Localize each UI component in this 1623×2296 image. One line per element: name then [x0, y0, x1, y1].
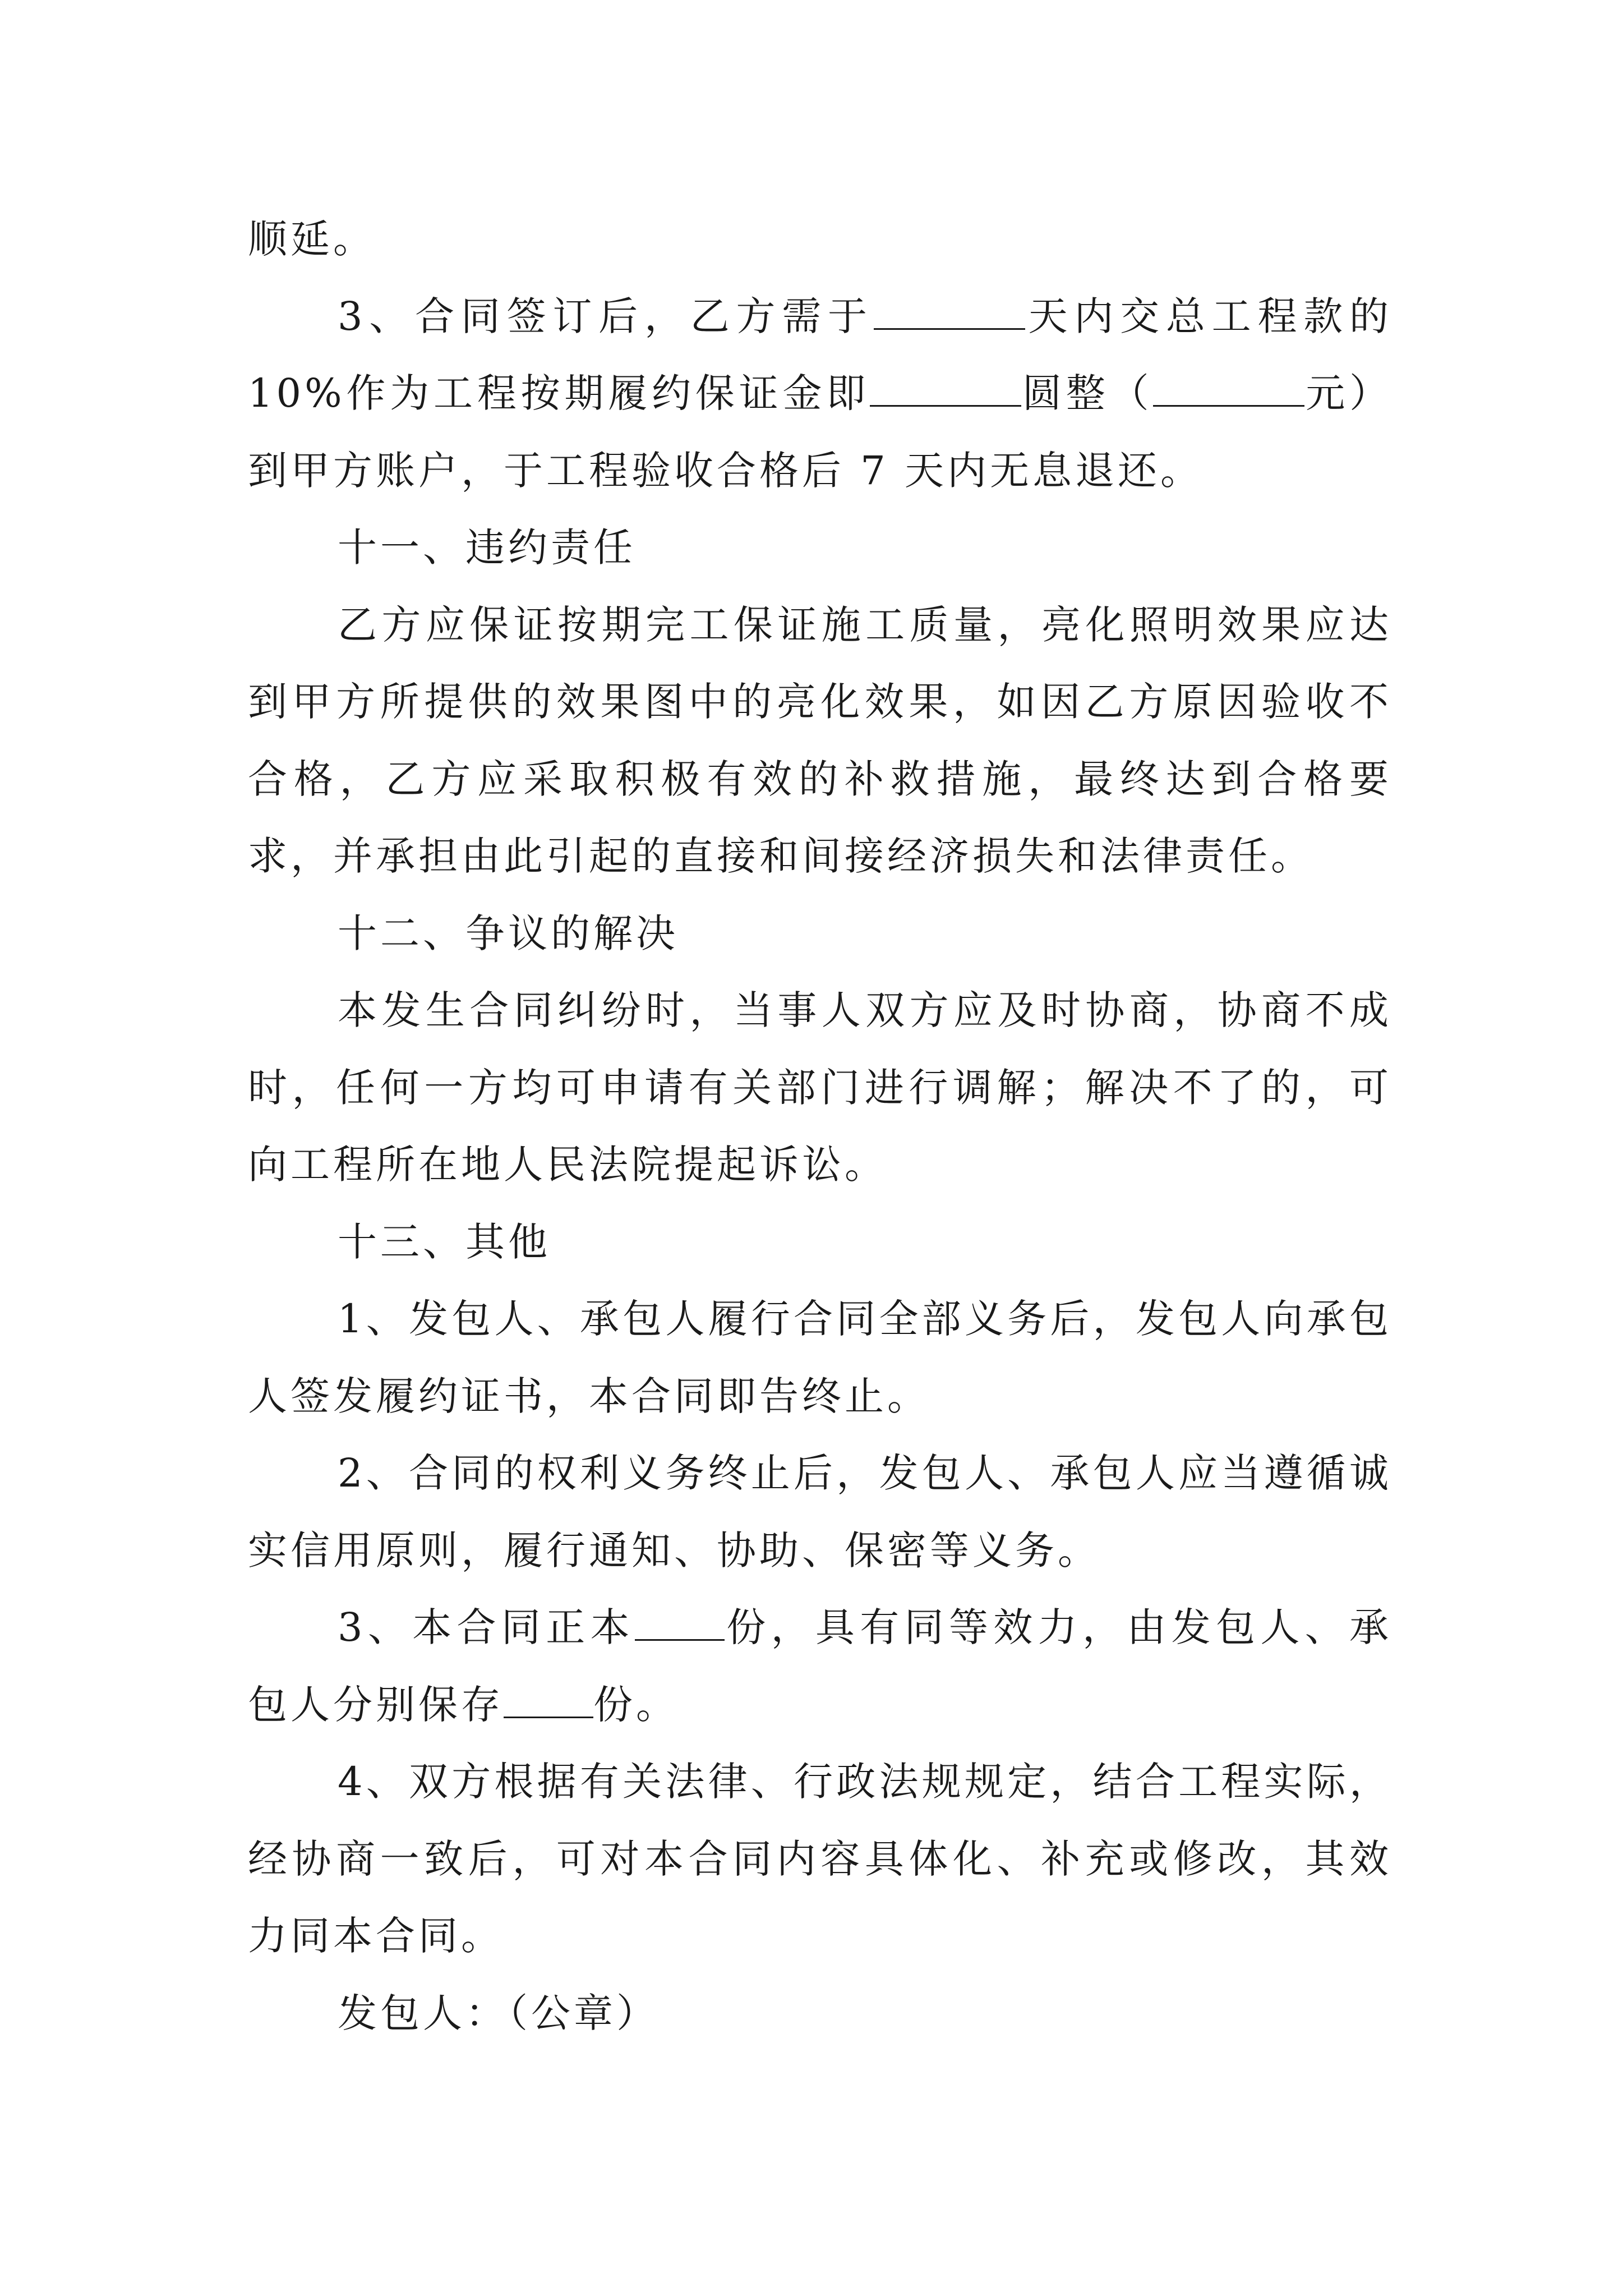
- paragraph-continuation: 顺延。: [248, 216, 376, 262]
- blank-copies-each: [504, 1684, 593, 1718]
- deposit-clause-part-3: 圆整（: [1021, 370, 1154, 416]
- deposit-clause-part-1: 3、合同签订后，乙方需于: [338, 293, 874, 339]
- blank-amount-words: [870, 372, 1021, 407]
- paragraph-other-3: [248, 1589, 1392, 1743]
- section-heading-breach: 十一、违约责任: [338, 524, 636, 570]
- blank-copies-total: [635, 1607, 725, 1641]
- copies-clause-part-1: 3、本合同正本: [338, 1604, 635, 1650]
- signature-line-employer: 发包人：（公章）: [338, 1990, 659, 2036]
- paragraph-other-1: 1、发包人、承包人履行合同全部义务后，发包人向承包人签发履约证书，本合同即告终止。: [248, 1296, 1392, 1419]
- deposit-clause-part-2: 天内交总工程款的 10%作为工程按期履约保证金即: [248, 293, 1392, 416]
- blank-amount-yuan: [1153, 372, 1304, 407]
- deposit-clause-part-4: 元）到甲方账户，于工程验收合格后 7 天内无息退还。: [248, 370, 1393, 494]
- paragraph-breach-liability: 乙方应保证按期完工保证施工质量，亮化照明效果应达到甲方所提供的效果图中的亮化效果，如因乙方原因验收不合格，乙方应采取积极有效的补救措施，最终达到合格要求，并承担由此引起的直接和间接经济损失和法律责任。: [248, 601, 1392, 879]
- copies-clause-part-3: 份。: [593, 1681, 679, 1728]
- section-heading-dispute: 十二、争议的解决: [338, 910, 679, 956]
- section-heading-other: 十三、其他: [338, 1218, 551, 1265]
- paragraph-other-2: 2、合同的权利义务终止后，发包人、承包人应当遵循诚实信用原则，履行通知、协助、保密等义务。: [248, 1450, 1392, 1573]
- copies-clause-part-2: 份，具有同等效力，由发包人、承包人分别保存: [248, 1604, 1393, 1728]
- paragraph-other-4: 4、双方根据有关法律、行政法规规定，结合工程实际，经协商一致后，可对本合同内容具体化、补充或修改，其效力同本合同。: [248, 1759, 1392, 1959]
- paragraph-deposit-clause: [248, 278, 1392, 510]
- blank-days: [874, 296, 1025, 330]
- document-body: [248, 201, 1392, 2052]
- paragraph-dispute-resolution: 本发生合同纠纷时，当事人双方应及时协商，协商不成时，任何一方均可申请有关部门进行调解；解决不了的，可向工程所在地人民法院提起诉讼。: [248, 987, 1392, 1188]
